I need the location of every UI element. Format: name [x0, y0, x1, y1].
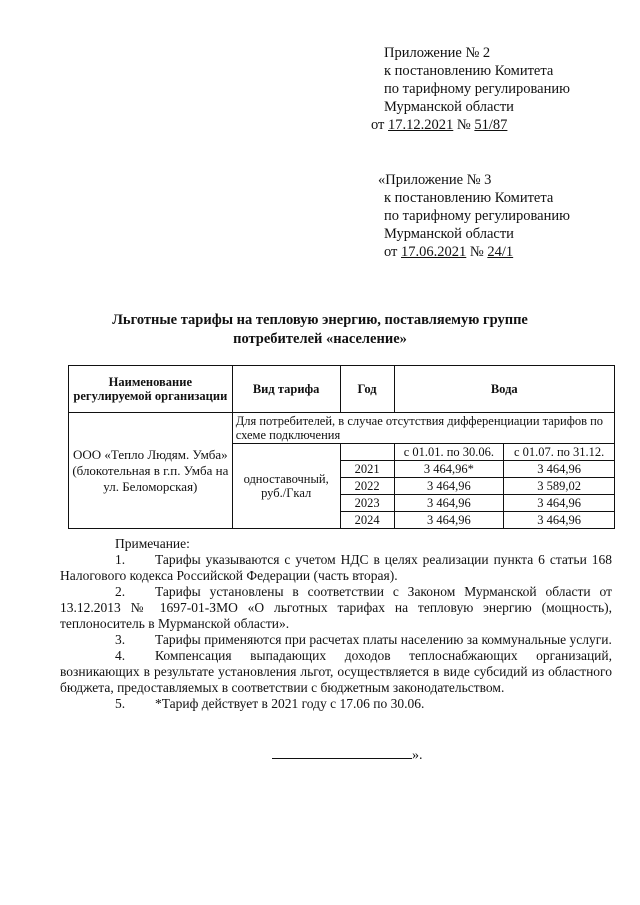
appendix-title: Приложение № 2	[384, 45, 491, 61]
appendix-number: 24/1	[487, 244, 514, 260]
value-cell: 3 464,96	[394, 512, 504, 529]
period-1: с 01.01. по 30.06.	[394, 444, 504, 461]
note-item: 2. Тарифы установлены в соответствии с Законом Мурманской области от 13.12.2013 № 1697-01-ЗМО «О льготных тарифах на тепловую энергию (мощность), теплоноситель в Мурманской области».	[60, 584, 612, 631]
appendix-line: к постановлению Комитета	[384, 63, 554, 79]
value-cell: 3 464,96	[394, 478, 504, 495]
org-name: ООО «Тепло Людям. Умба»	[73, 446, 228, 462]
note-item: 3. Тарифы применяются при расчетах платы населению за коммунальные услуги.	[115, 632, 612, 647]
header-org: Наименование регулируемой организации	[69, 366, 233, 413]
note-item: 4. Компенсация выпадающих доходов теплоснабжающих организаций, возникающих в результате установления льгот, осуществляется в виде субсидий из областного бюджета, предоставляемых в соответствии с бюджетным законодательством.	[60, 648, 612, 695]
appendix-number: 51/87	[474, 117, 508, 133]
appendix-date: 17.06.2021	[401, 244, 467, 260]
value-cell: 3 589,02	[504, 478, 615, 495]
appendix-block-2	[378, 171, 570, 261]
org-cell	[69, 413, 233, 529]
tariff-table	[68, 365, 615, 529]
closing-line	[272, 748, 423, 764]
closing-quote: ».	[412, 748, 423, 763]
header-tariff-type: Вид тарифа	[232, 366, 340, 413]
year-cell: 2021	[340, 461, 394, 478]
appendix-date-line: от 17.12.2021 № 51/87	[371, 117, 508, 133]
org-details: (блокотельная в г.п. Умба на ул. Беломорская)	[72, 462, 229, 494]
notes-heading: Примечание:	[115, 536, 190, 551]
tariff-type-cell: одноставочный, руб./Гкал	[232, 444, 340, 529]
appendix-line: Мурманской области	[384, 99, 514, 115]
empty-year-cell	[340, 444, 394, 461]
table-row	[69, 413, 615, 444]
table-header-row	[69, 366, 615, 413]
value-cell: 3 464,96*	[394, 461, 504, 478]
appendix-line: Мурманской области	[384, 226, 514, 242]
group-label: Для потребителей, в случае отсутствия дифференциации тарифов по схеме подключения	[232, 413, 614, 444]
signature-rule	[272, 748, 412, 759]
appendix-line: по тарифному регулированию	[384, 81, 570, 97]
value-cell: 3 464,96	[394, 495, 504, 512]
value-cell: 3 464,96	[504, 512, 615, 529]
value-cell: 3 464,96	[504, 495, 615, 512]
year-cell: 2024	[340, 512, 394, 529]
appendix-block-1	[371, 44, 570, 134]
appendix-line: по тарифному регулированию	[384, 208, 570, 224]
appendix-date: 17.12.2021	[388, 117, 454, 133]
year-cell: 2023	[340, 495, 394, 512]
note-item: 1. Тарифы указываются с учетом НДС в целях реализации пункта 6 статьи 168 Налогового кодекса Российской Федерации (часть вторая).	[60, 552, 612, 583]
notes-section	[60, 536, 612, 712]
header-water: Вода	[394, 366, 614, 413]
document-title: Льготные тарифы на тепловую энергию, поставляемую группе потребителей «население»	[112, 312, 528, 347]
value-cell: 3 464,96	[504, 461, 615, 478]
header-year: Год	[340, 366, 394, 413]
appendix-date-line: от 17.06.2021 № 24/1	[384, 244, 514, 260]
appendix-title: «Приложение № 3	[378, 172, 492, 188]
year-cell: 2022	[340, 478, 394, 495]
period-2: с 01.07. по 31.12.	[504, 444, 615, 461]
note-item: 5. *Тариф действует в 2021 году с 17.06 по 30.06.	[115, 696, 425, 711]
appendix-line: к постановлению Комитета	[384, 190, 554, 206]
